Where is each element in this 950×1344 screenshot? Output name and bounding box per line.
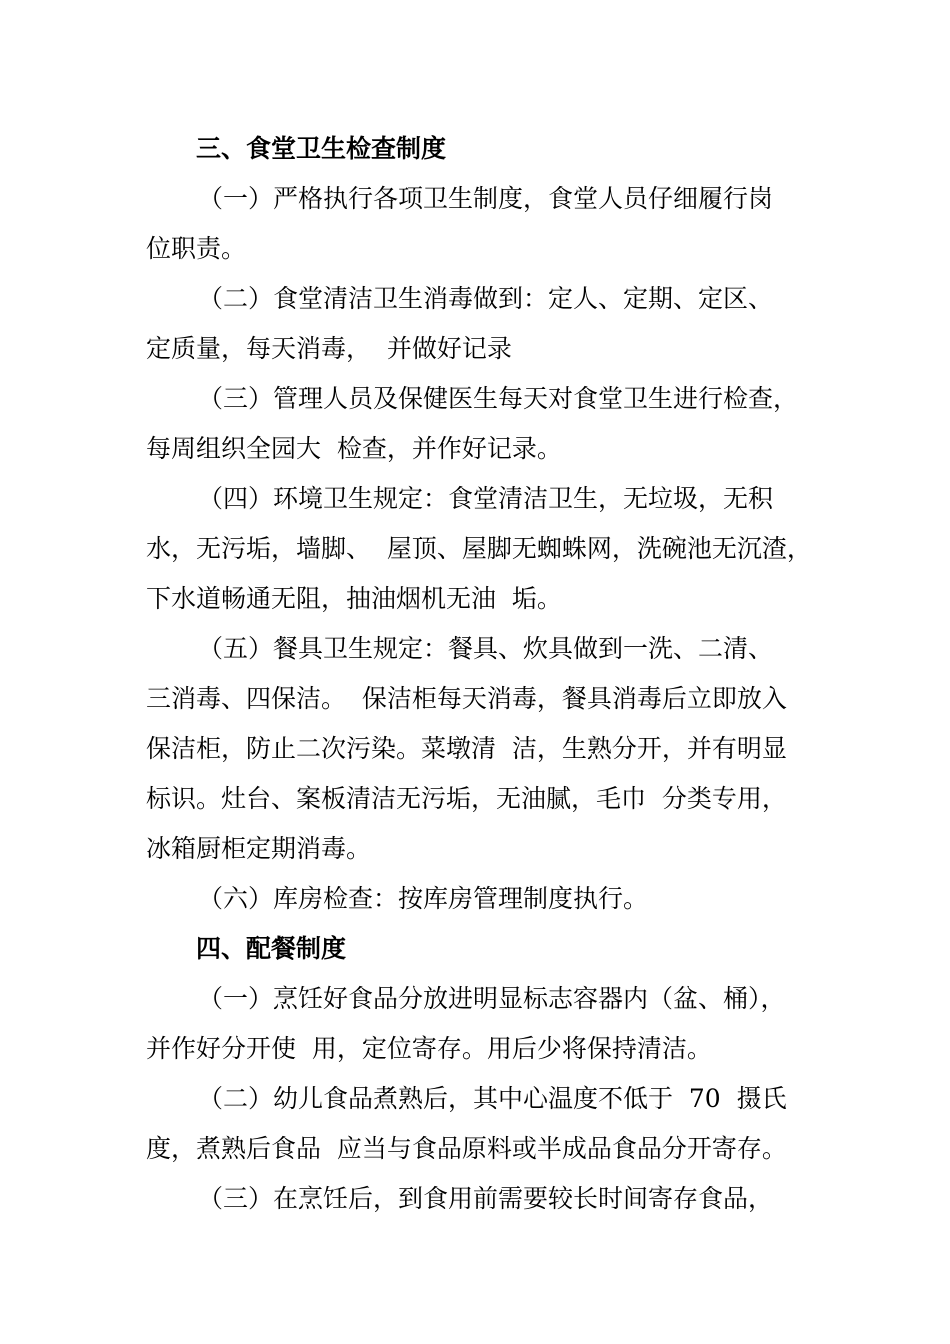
paragraph-item — [146, 1174, 826, 1224]
paragraph-line: 水，无污垢，墙脚、 屋顶、屋脚无蜘蛛网，洗碗池无沉渣， — [146, 534, 812, 563]
section-heading: 四、配餐制度 — [196, 934, 347, 963]
paragraph-line: 位职责。 — [146, 234, 247, 263]
paragraph-line: 并作好分开使 用，定位寄存。用后少将保持清洁。 — [146, 1034, 712, 1063]
paragraph-item — [146, 874, 826, 924]
paragraph-line: （一）烹饪好食品分放进明显标志容器内（盆、桶）， — [198, 984, 786, 1013]
paragraph-line: （六）库房检查：按库房管理制度执行。 — [198, 884, 649, 913]
paragraph-line: （三）在烹饪后，到食用前需要较长时间寄存食品， — [198, 1184, 774, 1213]
paragraph-item — [146, 474, 826, 624]
paragraph-line: 标识。灶台、案板清洁无污垢，无油腻，毛巾 分类专用， — [146, 784, 787, 813]
paragraph-item — [146, 1074, 826, 1174]
paragraph-line: 定质量，每天消毒， 并做好记录 — [146, 334, 512, 363]
document-body — [146, 124, 826, 1224]
paragraph-item — [146, 374, 826, 474]
paragraph-line: （四）环境卫生规定：食堂清洁卫生，无垃圾，无积 — [198, 484, 774, 513]
paragraph-line: （五）餐具卫生规定：餐具、炊具做到一洗、二清、 — [198, 634, 774, 663]
section-heading: 三、食堂卫生检查制度 — [196, 134, 447, 163]
paragraph-line: 下水道畅通无阻，抽油烟机无油 垢。 — [146, 584, 562, 613]
paragraph-line: （二）幼儿食品煮熟后，其中心温度不低于 70 摄氏 — [198, 1084, 787, 1113]
paragraph-item — [146, 974, 826, 1074]
paragraph-item — [146, 174, 826, 274]
paragraph-line: 每周组织全园大 检查，并作好记录。 — [146, 434, 562, 463]
paragraph-line: （一）严格执行各项卫生制度，食堂人员仔细履行岗 — [198, 184, 774, 213]
paragraph-line: 冰箱厨柜定期消毒。 — [146, 834, 372, 863]
paragraph-line: （二）食堂清洁卫生消毒做到：定人、定期、定区、 — [198, 284, 774, 313]
paragraph-line: 保洁柜，防止二次污染。菜墩清 洁，生熟分开，并有明显 — [146, 734, 787, 763]
paragraph-item — [146, 624, 826, 874]
paragraph-line: 三消毒、四保洁。 保洁柜每天消毒，餐具消毒后立即放入 — [146, 684, 787, 713]
paragraph-item — [146, 274, 826, 374]
paragraph-line: （三）管理人员及保健医生每天对食堂卫生进行检查， — [198, 384, 799, 413]
paragraph-line: 度，煮熟后食品 应当与食品原料或半成品食品分开寄存。 — [146, 1134, 787, 1163]
